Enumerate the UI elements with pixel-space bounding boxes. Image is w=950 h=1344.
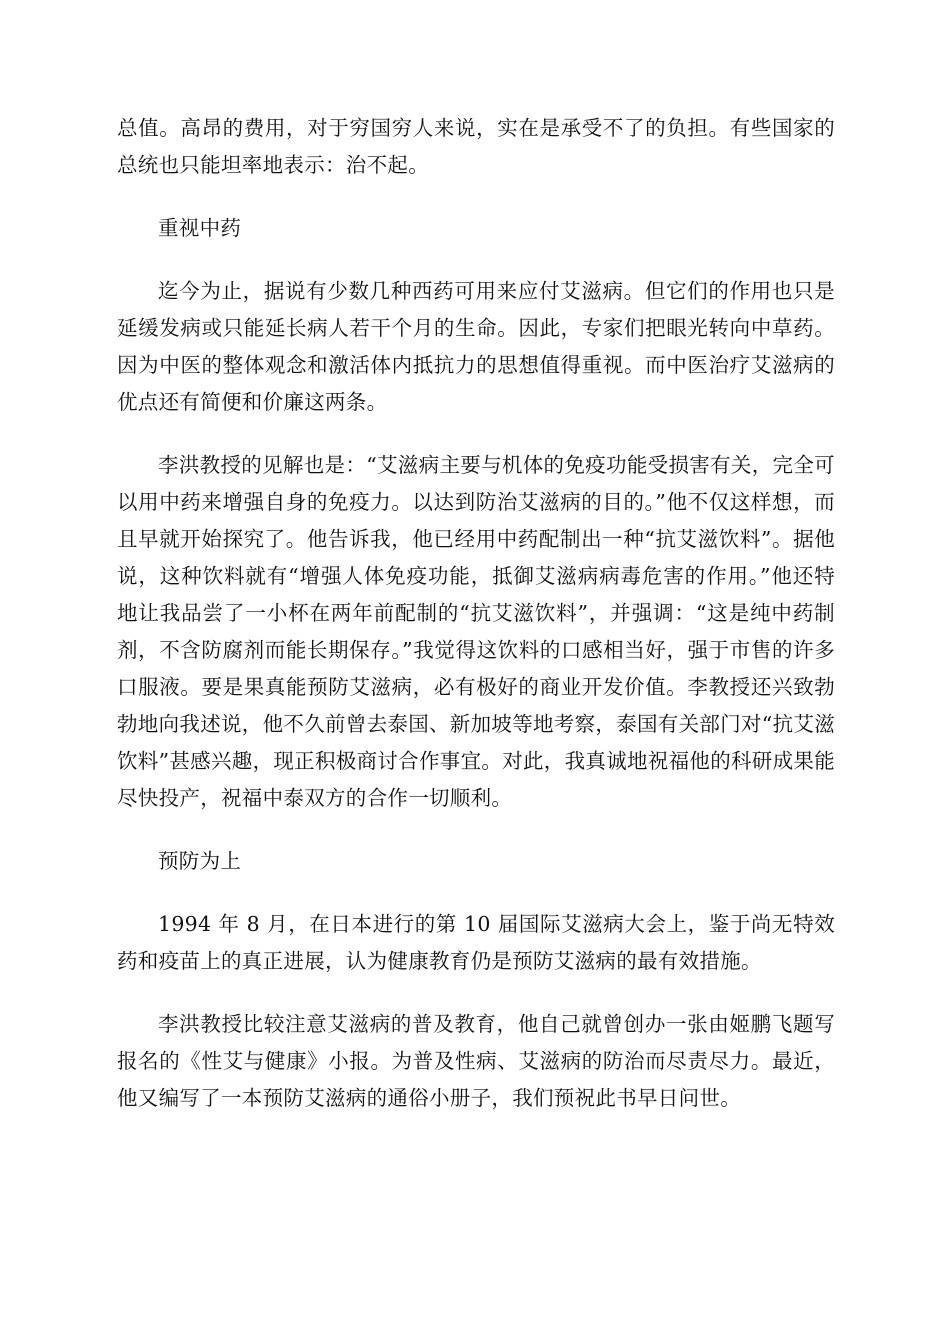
- paragraph-herbal-medicine: 迄今为止，据说有少数几种西药可用来应付艾滋病。但它们的作用也只是延缓发病或只能延长病人若干个月的生命。因此，专家们把眼光转向中草药。因为中医的整体观念和激活体内抵抗力的思想值得重视。而中医治疗艾滋病的优点还有简便和价廉这两条。: [117, 279, 835, 414]
- paragraph-professor-li: 李洪教授的见解也是：“艾滋病主要与机体的免疫功能受损害有关，完全可以用中药来增强自身的免疫力。以达到防治艾滋病的目的。”他不仅这样想，而且早就开始探究了。他告诉我，他已经用中药配制出一种“抗艾滋饮料”。据他说，这种饮料就有“增强人体免疫功能，抵御艾滋病病毒危害的作用。”他还特地让我品尝了一小杯在两年前配制的“抗艾滋饮料”，并强调：“这是纯中药制剂，不含防腐剂而能长期保存。”我觉得这饮料的口感相当好，强于市售的许多口服液。要是果真能预防艾滋病，必有极好的商业开发价值。李教授还兴致勃勃地向我述说，他不久前曾去泰国、新加坡等地考察，泰国有关部门对“抗艾滋饮料”甚感兴趣，现正积极商讨合作事宜。对此，我真诚地祝福他的科研成果能尽快投产，祝福中泰双方的合作一切顺利。: [117, 453, 835, 810]
- paragraph-conference: 1994 年 8 月，在日本进行的第 10 届国际艾滋病大会上，鉴于尚无特效药和疫苗上的真正进展，认为健康教育仍是预防艾滋病的最有效措施。: [117, 912, 835, 973]
- paragraph-education: 李洪教授比较注意艾滋病的普及教育，他自己就曾创办一张由姬鹏飞题写报名的《性艾与健康》小报。为普及性病、艾滋病的防治而尽责尽力。最近，他又编写了一本预防艾滋病的通俗小册子，我们预祝此书早日问世。: [117, 1012, 835, 1110]
- section-heading-chinese-medicine: 重视中药: [158, 216, 242, 240]
- document-page: [117, 110, 835, 1143]
- paragraph-cost: 总值。高昂的费用，对于穷国穷人来说，实在是承受不了的负担。有些国家的总统也只能坦率地表示：治不起。: [117, 116, 835, 177]
- section-heading-prevention: 预防为上: [158, 849, 242, 873]
